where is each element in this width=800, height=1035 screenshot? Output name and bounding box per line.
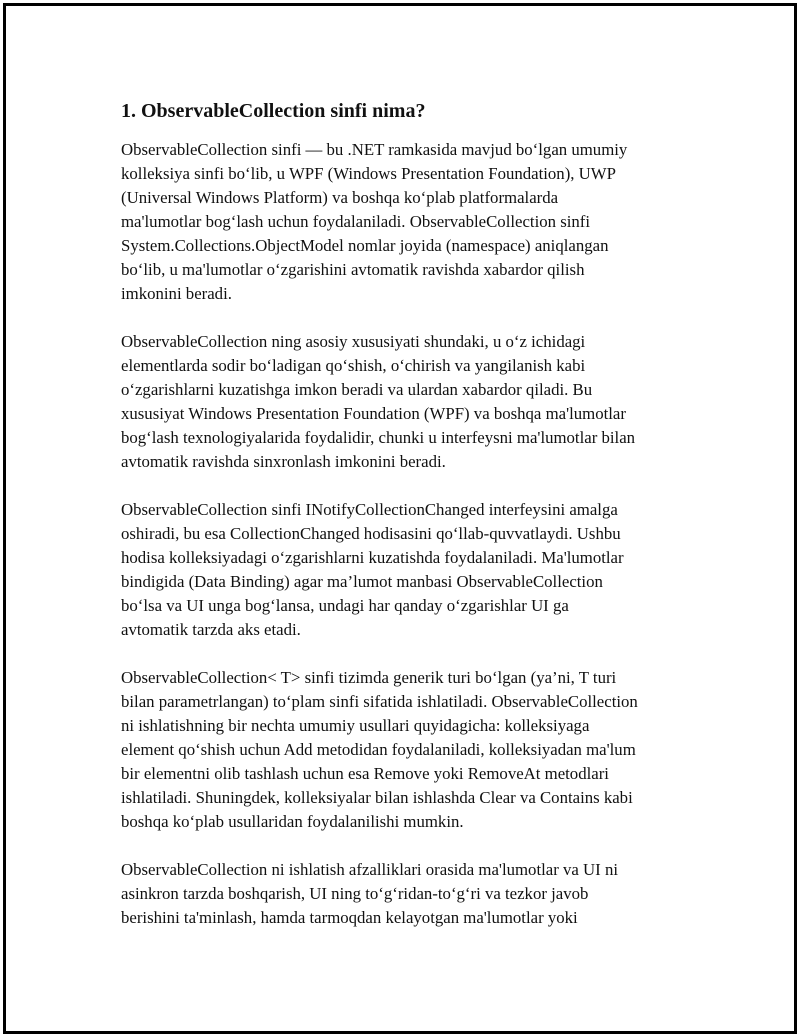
- paragraph-2: ObservableCollection ning asosiy xususiyati shundaki, u o‘z ichidagi elementlarda sodir bo‘ladigan qo‘shish, o‘chirish va yangilanish kabi o‘zgarishlarni kuzatishga imkon beradi va ulardan xabardor qiladi. Bu xususiyat Windows Presentation Foundation (WPF) va boshqa ma'lumotlar bog‘lash texnologiyalarida foydalidir, chunki u interfeysni ma'lumotlar bilan avtomatik ravishda sinxronlash imkonini beradi.: [121, 332, 636, 471]
- page-frame: [3, 3, 797, 1034]
- paragraph-4: ObservableCollection< T> sinfi tizimda generik turi bo‘lgan (ya’ni, T turi bilan parametrlangan) to‘plam sinfi sifatida ishlatiladi. ObservableCollection ni ishlatishning bir nechta umumiy usullari quyidagicha: kolleksiyaga element qo‘shish uchun Add metodidan foydalaniladi, kolleksiyadan ma'lum bir elementni olib tashlash uchun esa Remove yoki RemoveAt metodlari ishlatiladi. Shuningdek, kolleksiyalar bilan ishlashda Clear va Contains kabi boshqa ko‘plab usullaridan foydalanilishi mumkin.: [121, 668, 638, 831]
- paragraph-3: ObservableCollection sinfi INotifyCollectionChanged interfeysini amalga oshiradi, bu esa CollectionChanged hodisasini qo‘llab-quvvatlaydi. Ushbu hodisa kolleksiyadagi o‘zgarishlarni kuzatishda foydalaniladi. Ma'lumotlar bindigida (Data Binding) agar ma’lumot manbasi ObservableCollection bo‘lsa va UI unga bog‘lansa, undagi har qanday o‘zgarishlar UI ga avtomatik tarzda aks etadi.: [121, 500, 624, 639]
- paragraph-5: ObservableCollection ni ishlatish afzalliklari orasida ma'lumotlar va UI ni asinkron tarzda boshqarish, UI ning to‘g‘ridan-to‘g‘ri va tezkor javob berishini ta'minlash, hamda tarmoqdan kelayotgan ma'lumotlar yoki: [121, 860, 618, 927]
- paragraph-1: ObservableCollection sinfi — bu .NET ramkasida mavjud bo‘lgan umumiy kolleksiya sinfi bo‘lib, u WPF (Windows Presentation Foundation), UWP (Universal Windows Platform) va boshqa ko‘plab platformalarda ma'lumotlar bog‘lash uchun foydalaniladi. ObservableCollection sinfi System.Collections.ObjectModel nomlar joyida (namespace) aniqlangan bo‘lib, u ma'lumotlar o‘zgarishini avtomatik ravishda xabardor qilish imkonini beradi.: [121, 140, 628, 303]
- section-heading: 1. ObservableCollection sinfi nima?: [121, 100, 426, 122]
- document-body: [121, 98, 701, 954]
